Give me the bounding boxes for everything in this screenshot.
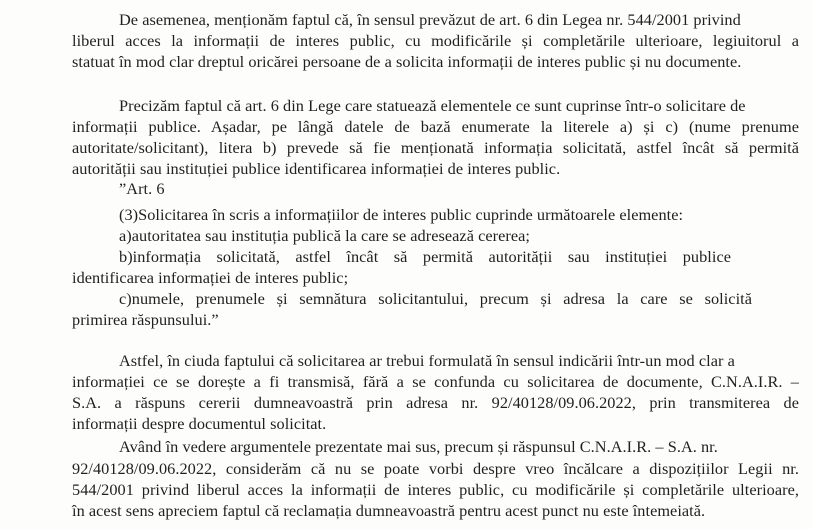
quote-paragraph-3: (3)Solicitarea în scris a informațiilor de interes public cuprinde următoarele elemente: — [119, 205, 684, 224]
paragraph-4-line-1: Având în vedere argumentele prezentate mai sus, precum și răspunsul C.N.A.I.R. – S.A. nr. — [119, 437, 718, 456]
paragraph-1-line-2: liberul acces la informații de interes public, cu modificările și completările ulterioare, legiuitorul a — [72, 31, 799, 50]
quote-item-a: a)autoritatea sau instituția publică la care se adresează cererea; — [119, 226, 530, 245]
paragraph-2-line-4: autorității sau instituției publice identificarea informației de interes public. — [72, 159, 561, 178]
paragraph-4-line-3: 544/2001 privind liberul acces la informații de interes public, cu modificările și completările ulterioare, — [72, 480, 799, 499]
quote-item-c-line-2: primirea răspunsului.” — [72, 310, 219, 329]
paragraph-4-line-4: în acest sens apreciem faptul că reclamația dumneavoastră pentru acest punct nu este întemeiată. — [72, 501, 706, 520]
quote-heading: ”Art. 6 — [119, 179, 165, 198]
paragraph-1-line-1: De asemenea, menționăm faptul că, în sensul prevăzut de art. 6 din Legea nr. 544/2001 privind — [119, 10, 741, 29]
paragraph-1-line-3: statuat în mod clar dreptul oricărei persoane de a solicita informații de interes public și nu documente. — [72, 52, 742, 71]
paragraph-3-line-3: S.A. a răspuns cererii dumneavoastră prin adresa nr. 92/40128/09.06.2022, prin transmiterea de — [72, 393, 799, 412]
quote-item-b-line-2: identificarea informației de interes public; — [72, 268, 349, 287]
paragraph-2-line-1: Precizăm faptul că art. 6 din Lege care statuează elementele ce sunt cuprinse într-o solicitare de — [119, 96, 746, 115]
paragraph-3-line-4: informații despre documentul solicitat. — [72, 414, 327, 433]
quote-item-c-line-1: c)numele, prenumele și semnătura solicitantului, precum și adresa la care se solicită — [119, 289, 752, 308]
paragraph-4-line-2: 92/40128/09.06.2022, considerăm că nu se poate vorbi despre vreo încălcare a dispozițiilor Legii nr. — [72, 459, 799, 478]
paragraph-3-line-1: Astfel, în ciuda faptului că solicitarea ar trebui formulată în sensul indicării într-un mod clar a — [119, 351, 735, 370]
paragraph-2-line-3: autoritate/solicitant), litera b) prevede să fie menționată informația solicitată, astfel încât să permită — [72, 138, 799, 157]
paragraph-3-line-2: informației ce se dorește a fi transmisă, fără a se confunda cu solicitarea de documente, C.N.A.I.R. – — [72, 372, 799, 391]
paragraph-2-line-2: informații publice. Așadar, pe lângă datele de bază enumerate la literele a) și c) (nume prenume — [72, 117, 799, 136]
quote-item-b-line-1: b)informația solicitată, astfel încât să permită autorității sau instituției publice — [119, 247, 731, 266]
